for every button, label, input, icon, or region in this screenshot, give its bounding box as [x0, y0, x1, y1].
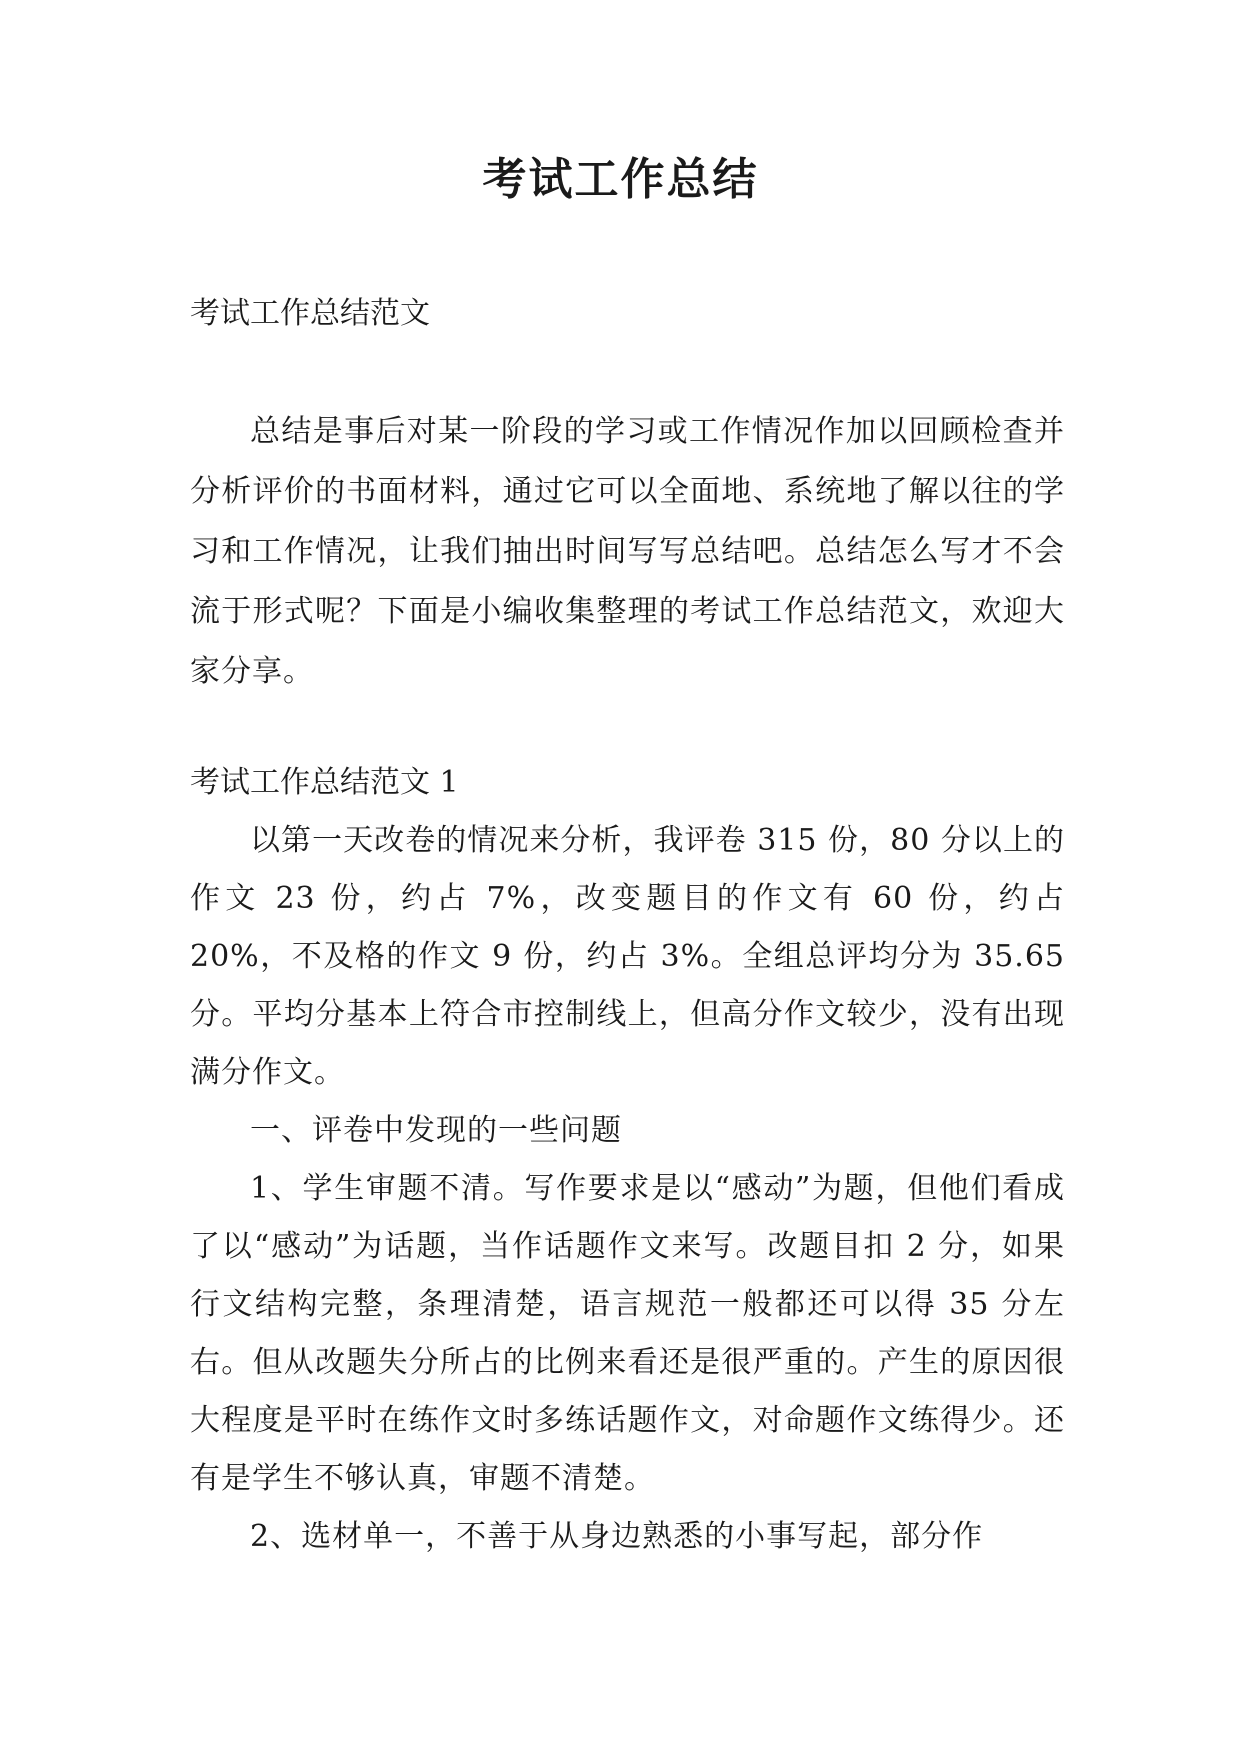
body-paragraph: 一、评卷中发现的一些问题: [250, 1113, 622, 1148]
body-paragraph: 以第一天改卷的情况来分析，我评卷 315 份，80 分以上的作文 23 份，约占 7%，改变题目的作文有 60 份，约占 20%，不及格的作文 9 份，约占 3%。全组总评均分为 35.65 分。平均分基本上符合市控制线上，但高分作文较少，没有出现满分作文。: [190, 823, 1065, 1090]
body-paragraph: 2、选材单一，不善于从身边熟悉的小事写起，部分作: [250, 1519, 984, 1554]
document-title: 考试工作总结: [482, 154, 759, 205]
body-paragraph: 1、学生审题不清。写作要求是以“感动”为题，但他们看成了以“感动”为话题，当作话题作文来写。改题目扣 2 分，如果行文结构完整，条理清楚，语言规范一般都还可以得 35 分左右。但从改题失分所占的比例来看还是很严重的。产生的原因很大程度是平时在练作文时多练话题作文，对命题作文练得少。还有是学生不够认真，审题不清楚。: [190, 1171, 1065, 1496]
document-subtitle: 考试工作总结范文: [190, 296, 430, 331]
section-heading: 考试工作总结范文 1: [190, 765, 459, 800]
body-text: [190, 812, 1065, 1566]
intro-paragraph: 总结是事后对某一阶段的学习或工作情况作加以回顾检查并分析评价的书面材料，通过它可以全面地、系统地了解以往的学习和工作情况，让我们抽出时间写写总结吧。总结怎么写才不会流于形式呢？下面是小编收集整理的考试工作总结范文，欢迎大家分享。: [190, 414, 1065, 689]
